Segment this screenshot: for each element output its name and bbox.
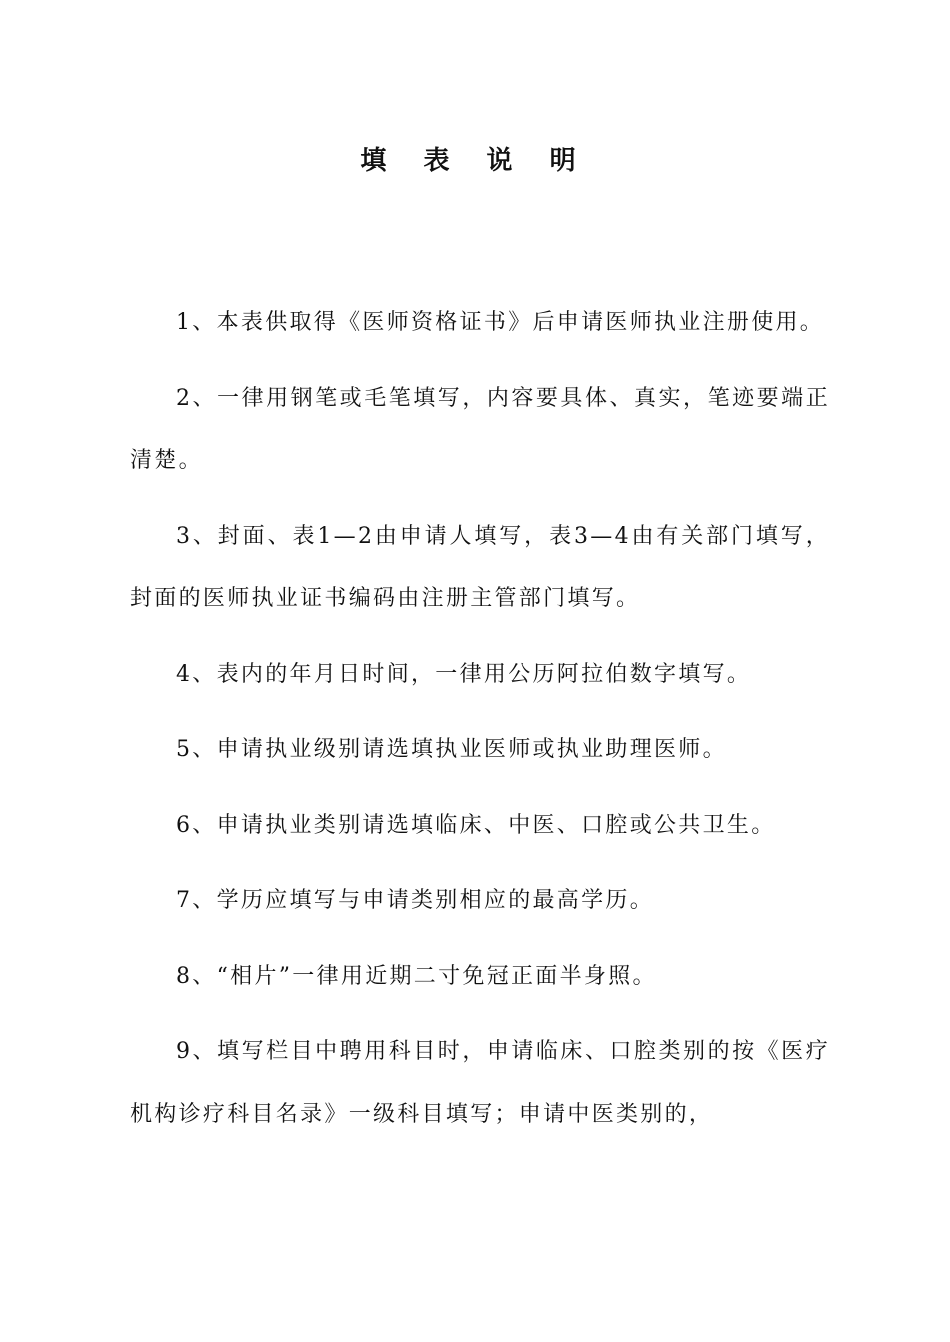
instruction-item-6: 6、申请执业类别请选填临床、中医、口腔或公共卫生。 xyxy=(176,812,776,838)
instruction-item-9: 9、填写栏目中聘用科目时，申请临床、口腔类别的按《医疗机构诊疗科目名录》一级科目填写；申请中医类别的， xyxy=(130,1039,830,1127)
page-title: 填 表 说 明 xyxy=(360,146,590,176)
instruction-item-2: 2、一律用钢笔或毛笔填写，内容要具体、真实，笔迹要端正清楚。 xyxy=(130,385,830,473)
instruction-item-4: 4、表内的年月日时间，一律用公历阿拉伯数字填写。 xyxy=(176,661,752,687)
instruction-item-7: 7、学历应填写与申请类别相应的最高学历。 xyxy=(176,888,654,913)
instructions-list xyxy=(130,292,830,1159)
instruction-item-5: 5、申请执业级别请选填执业医师或执业助理医师。 xyxy=(176,737,727,762)
instruction-item-8: 8、“相片”一律用近期二寸免冠正面半身照。 xyxy=(176,963,657,989)
instruction-item-1: 1、本表供取得《医师资格证书》后申请医师执业注册使用。 xyxy=(176,310,825,335)
instruction-item-3: 3、封面、表1—2由申请人填写，表3—4由有关部门填写，封面的医师执业证书编码由注册主管部门填写。 xyxy=(130,523,830,611)
